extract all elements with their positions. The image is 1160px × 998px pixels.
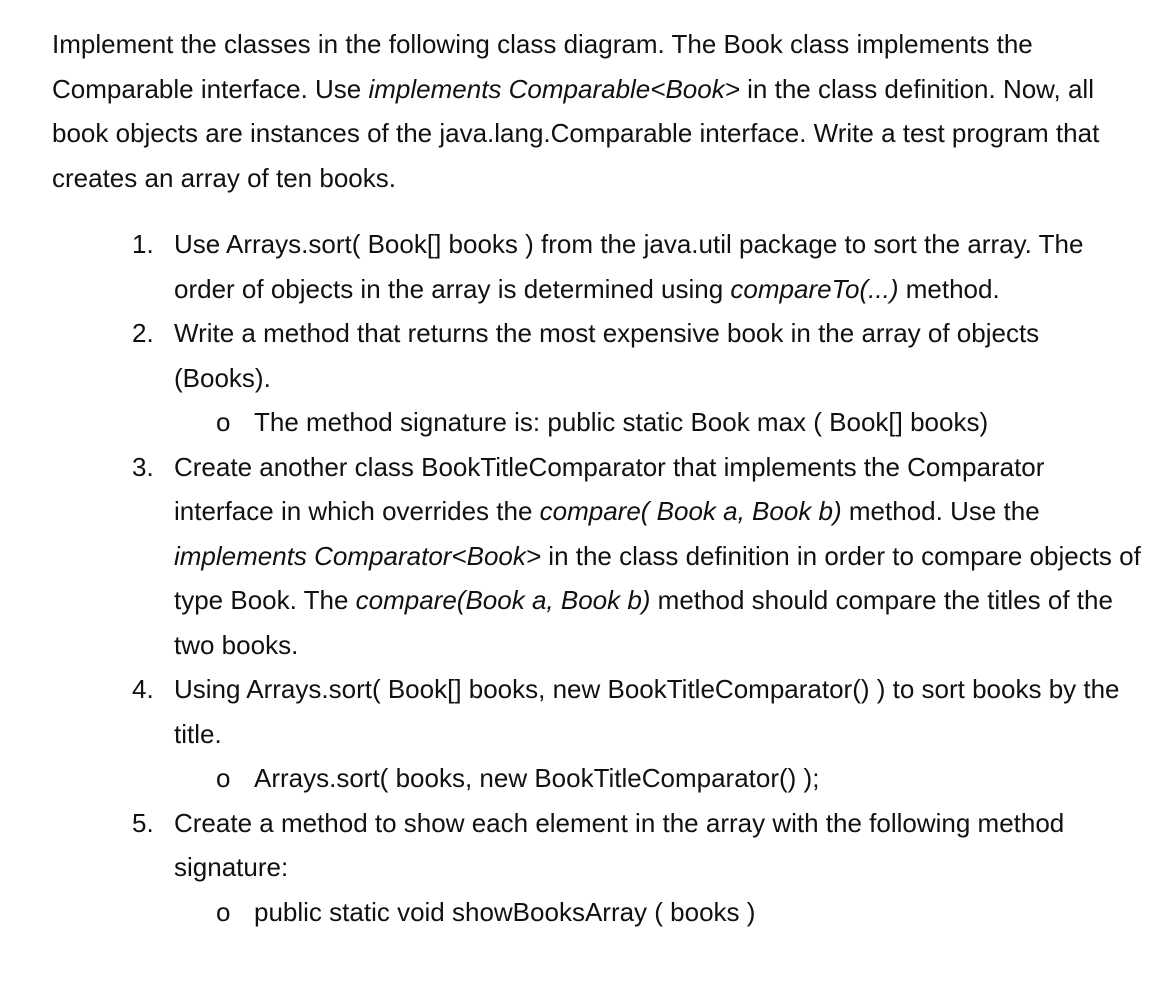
task-number-5: 5. [132,807,154,838]
task-3-text-2: compare( Book a, Book b) [539,496,842,526]
task-3-text-1: Create another class BookTitleComparator that implements the Comparator interface in which overrides the [174,451,1045,526]
task-5-text: Create a method to show each element in the array with the following method signature: [174,807,1065,882]
task-3-text-5: in the class definition in order to compare objects of type Book. The [174,540,1141,615]
intro-text-2: implements Comparable<Book> [368,73,740,104]
bullet-icon: o [216,896,231,927]
task-number-1: 1. [132,229,154,259]
task-1-text-1: Use Arrays.sort( Book[] books ) from the java.util package to sort the array. The order of objects in the array is determined using [174,229,1084,304]
intro-paragraph [52,22,1142,200]
task-item-5 [52,801,1142,935]
task-item-3 [52,445,1142,668]
task-1-text-3: method. [898,273,1000,304]
task-2-sublist [174,400,1142,445]
task-number-2: 2. [132,318,154,348]
task-3-text-7: method should compare the titles of the two books. [174,585,1113,660]
task-item-4 [52,667,1142,801]
task-1-text-2: compareTo(...) [730,273,899,304]
task-5-subitem-text: public static void showBooksArray ( books ) [254,896,756,927]
task-list [52,222,1142,934]
task-4-sublist [174,756,1142,801]
bullet-icon: o [216,763,231,793]
task-4-subitem [174,756,1142,801]
bullet-icon: o [216,407,231,437]
document-body [52,22,1142,934]
intro-text-1: Implement the classes in the following class diagram. The Book class implements the Comparable interface. Use [52,29,1033,104]
task-4-text: Using Arrays.sort( Book[] books, new BookTitleComparator() ) to sort books by the title. [174,674,1120,749]
task-3-text-4: implements Comparator<Book> [174,540,542,571]
task-number-4: 4. [132,674,154,704]
task-item-2 [52,311,1142,445]
task-2-subitem-text: The method signature is: public static Book max ( Book[] books) [254,407,989,437]
task-2-subitem [174,400,1142,445]
task-2-text: Write a method that returns the most expensive book in the array of objects (Books). [174,318,1040,393]
intro-text-3: in the class definition. Now, all book objects are instances of the java.lang.Comparable interface. Write a test program that creates an array of ten books. [52,73,1100,193]
task-3-text-6: compare(Book a, Book b) [355,585,651,615]
task-3-text-3: method. Use the [841,496,1040,526]
task-4-subitem-text: Arrays.sort( books, new BookTitleComparator() ); [254,763,820,793]
task-item-1 [52,222,1142,311]
task-number-3: 3. [132,451,154,482]
task-5-subitem [174,890,1142,935]
task-5-sublist [174,890,1142,935]
